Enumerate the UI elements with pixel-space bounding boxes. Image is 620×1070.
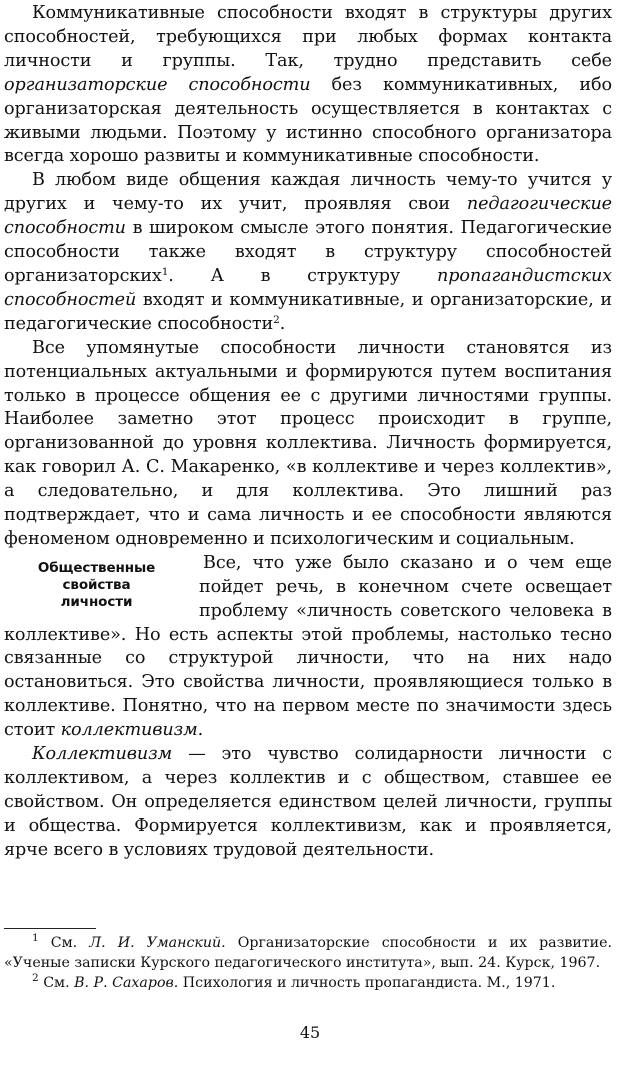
text-run: В любом виде общения каждая личность чему-то учится у других и чему-то их учит, проявляя свои	[4, 170, 612, 215]
footnote-1	[4, 934, 612, 974]
footnote-divider	[4, 928, 96, 929]
text-run: Коммуникативные способности входят в структуры других способностей, требующихся при любых формах контакта личности и группы. Так, трудно представить себе	[4, 3, 612, 71]
footnote-author: В. Р. Сахаров.	[74, 974, 179, 991]
italic-term: коллективизм.	[60, 720, 204, 741]
text-run: в широком смысле этого понятия. Педагогические способности также входят в структуру способностей организаторских	[4, 218, 612, 286]
text-run: См.	[38, 935, 90, 951]
footnote-ref: 1	[161, 265, 169, 278]
paragraph-1	[4, 2, 612, 169]
margin-heading	[4, 560, 189, 611]
footnotes	[4, 934, 612, 993]
text-run: См.	[38, 974, 75, 991]
main-text	[4, 2, 612, 863]
italic-term: Коллективизм	[32, 744, 173, 765]
footnote-author: Л. И. Уманский.	[89, 935, 226, 951]
text-run: — это чувство солидарности личности с коллективом, а через коллектив и с обществом, ставшее ее свойством. Он определяется единством целей личности, группы и общества. Формируется коллективизм, как и проявляется, ярче всего в условиях трудовой деятельности.	[4, 744, 612, 860]
text-run: входят и коммуникативные, и организаторские, и педагогические способности	[4, 289, 612, 334]
footnote-ref: 2	[273, 313, 280, 326]
paragraph-2	[4, 169, 612, 336]
paragraph-3: Все упомянутые способности личности становятся из потенциальных актуальными и формируются путем воспитания только в процессе общения ее с другими личностями группы. Наиболее заметно этот процесс происходит в группе, организованной до уровня коллектива. Личность формируется, как говорил А. С. Макаренко, «в коллективе и через коллектив», а следовательно, и для коллектива. Это лишний раз подтверждает, что и сама личность и ее способности являются феноменом одновременно и психологическим и социальным.	[4, 337, 612, 549]
italic-term: педагогические способности	[4, 194, 612, 239]
page-number: 45	[299, 1023, 321, 1042]
text-run: Все, что уже было сказано и о чем еще пойдет речь, в конечном счете освещает проблему «личность советского человека в коллективе». Но есть аспекты этой проблемы, настолько тесно связанные со структурой личности, что на них надо остановиться. Это свойства личности, проявляющиеся только в коллективе. Понятно, что на первом месте по значимости здесь стоит	[4, 552, 612, 741]
text-run: .	[279, 313, 286, 334]
text-run: . А в структуру	[168, 265, 437, 286]
margin-heading-line: личности	[60, 593, 133, 610]
footnote-marker: 1	[32, 932, 39, 944]
margin-heading-line: свойства	[62, 576, 131, 593]
text-run: Организаторские способности и их развитие. «Ученые записки Курского педагогического института», вып. 24. Курск, 1967.	[4, 935, 613, 971]
margin-heading-line: Общественные	[37, 559, 156, 576]
text-run: Психология и личность пропагандиста. М., 1971.	[178, 974, 556, 991]
footnote-marker: 2	[32, 971, 39, 984]
italic-term: организаторские способности	[4, 74, 311, 95]
paragraph-5	[4, 743, 612, 863]
text-run: без коммуникативных, ибо организаторская деятельность осуществляется в контактах с живыми людьми. Поэтому у истинно способного организатора всегда хорошо развиты и коммуникативные способности.	[4, 74, 612, 167]
section-with-margin-heading	[4, 552, 612, 743]
footnote-2	[4, 971, 612, 994]
italic-term: пропагандистских способностей	[4, 265, 612, 310]
